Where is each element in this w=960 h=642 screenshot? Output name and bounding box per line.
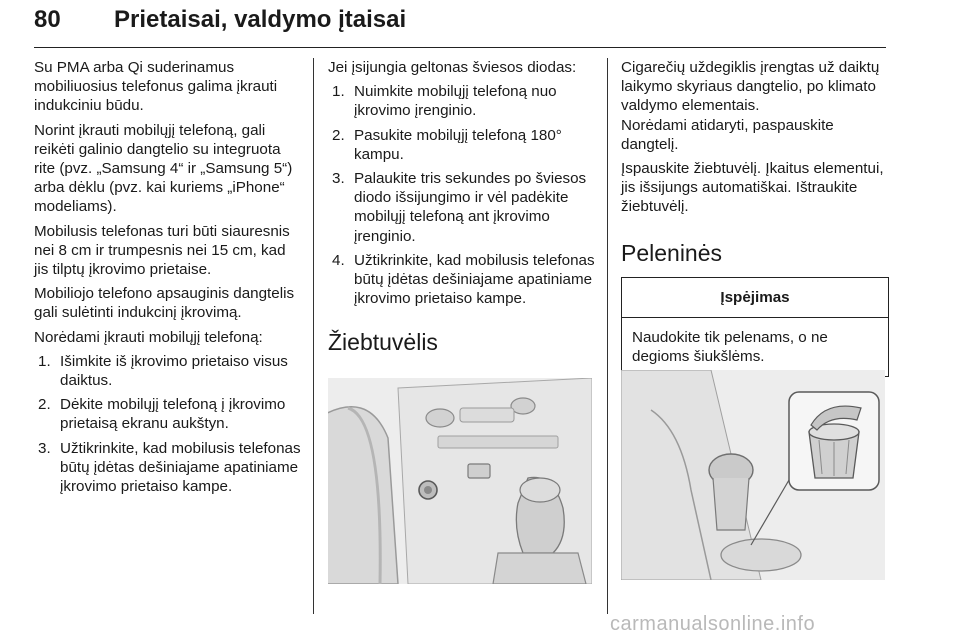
column-3 bbox=[621, 58, 889, 377]
list-number: 3. bbox=[38, 439, 51, 457]
page-title: Prietaisai, valdymo įtaisai bbox=[114, 6, 407, 33]
paragraph: Jei įsijungia geltonas šviesos diodas: bbox=[328, 59, 577, 76]
paragraph: Įspauskite žiebtuvėlį. Įkaitus elementui, jis išsijungs automatiškai. Ištraukite žiebtuvėlį. bbox=[621, 160, 884, 216]
list-text: Užtikrinkite, kad mobilusis telefonas būtų įdėtas dešiniajame apatiniame įkrovimo prietaiso kampe. bbox=[354, 251, 595, 308]
list-item bbox=[328, 82, 596, 120]
column-1 bbox=[34, 58, 302, 501]
list-item bbox=[328, 251, 596, 309]
paragraph: Mobilusis telefonas turi būti siauresnis nei 8 cm ir trumpesnis nei 15 cm, kad jis tilptų įkrovimo prietaise. bbox=[34, 222, 290, 279]
warning-title: Įspėjimas bbox=[622, 278, 888, 318]
list-number: 2. bbox=[38, 396, 51, 414]
led-steps-list bbox=[328, 82, 596, 308]
paragraph: Su PMA arba Qi suderinamus mobiliuosius telefonus galima įkrauti indukciniu būdu. bbox=[34, 59, 278, 115]
list-number: 1. bbox=[38, 352, 51, 370]
charging-steps-list bbox=[34, 352, 302, 496]
column-2 bbox=[328, 58, 596, 370]
section-heading-ashtrays: Peleninės bbox=[621, 239, 723, 266]
ashtray-drawing bbox=[621, 370, 885, 580]
list-text: Dėkite mobilųjį telefoną į įkrovimo prietaisą ekranu aukštyn. bbox=[60, 396, 286, 433]
list-number: 2. bbox=[332, 126, 345, 144]
list-text: Užtikrinkite, kad mobilusis telefonas būtų įdėtas dešiniajame apatiniame įkrovimo prietaiso kampe. bbox=[60, 439, 301, 496]
warning-box bbox=[621, 277, 889, 378]
list-number: 4. bbox=[332, 251, 345, 269]
lighter-illustration bbox=[328, 378, 592, 584]
page-header bbox=[34, 4, 886, 48]
list-text: Išimkite iš įkrovimo prietaiso visus daiktus. bbox=[60, 352, 288, 390]
paragraph: Cigarečių uždegiklis įrengtas už daiktų laikymo skyriaus dangtelio, po klimato valdymo elementais. bbox=[621, 59, 880, 115]
paragraph: Norėdami atidaryti, paspauskite dangtelį. bbox=[621, 116, 834, 153]
list-item bbox=[34, 352, 302, 390]
watermark: carmanualsonline.info bbox=[610, 613, 816, 635]
paragraph: Mobiliojo telefono apsauginis dangtelis gali sulėtinti indukcinį įkrovimą. bbox=[34, 285, 295, 322]
list-number: 3. bbox=[332, 170, 345, 188]
lighter-drawing bbox=[328, 378, 592, 584]
list-text: Palaukite tris sekundes po šviesos diodo išsijungimo ir vėl padėkite mobilųjį telefoną ant įkrovimo įrenginio. bbox=[354, 170, 587, 245]
column-divider bbox=[607, 58, 608, 614]
list-item bbox=[328, 126, 596, 164]
list-item bbox=[34, 439, 302, 497]
list-number: 1. bbox=[332, 83, 345, 101]
list-text: Pasukite mobilųjį telefoną 180° kampu. bbox=[354, 126, 562, 163]
warning-text: Naudokite tik pelenams, o ne degioms šiukšlėms. bbox=[632, 328, 828, 366]
list-text: Nuimkite mobilųjį telefoną nuo įkrovimo įrenginio. bbox=[354, 83, 557, 120]
column-divider bbox=[313, 58, 314, 614]
page-number: 80 bbox=[34, 6, 61, 33]
section-heading-lighter: Žiebtuvėlis bbox=[328, 329, 438, 356]
ashtray-illustration bbox=[621, 370, 885, 580]
paragraph: Norint įkrauti mobilųjį telefoną, gali reikėti galinio dangtelio su integruota rite (pvz. „Samsung 4“ ir „Samsung 5“) arba dėklu (pvz. kai kuriems „iPhone“ modeliams). bbox=[34, 121, 293, 216]
list-item bbox=[328, 169, 596, 246]
paragraph: Norėdami įkrauti mobilųjį telefoną: bbox=[34, 328, 263, 346]
list-item bbox=[34, 395, 302, 433]
